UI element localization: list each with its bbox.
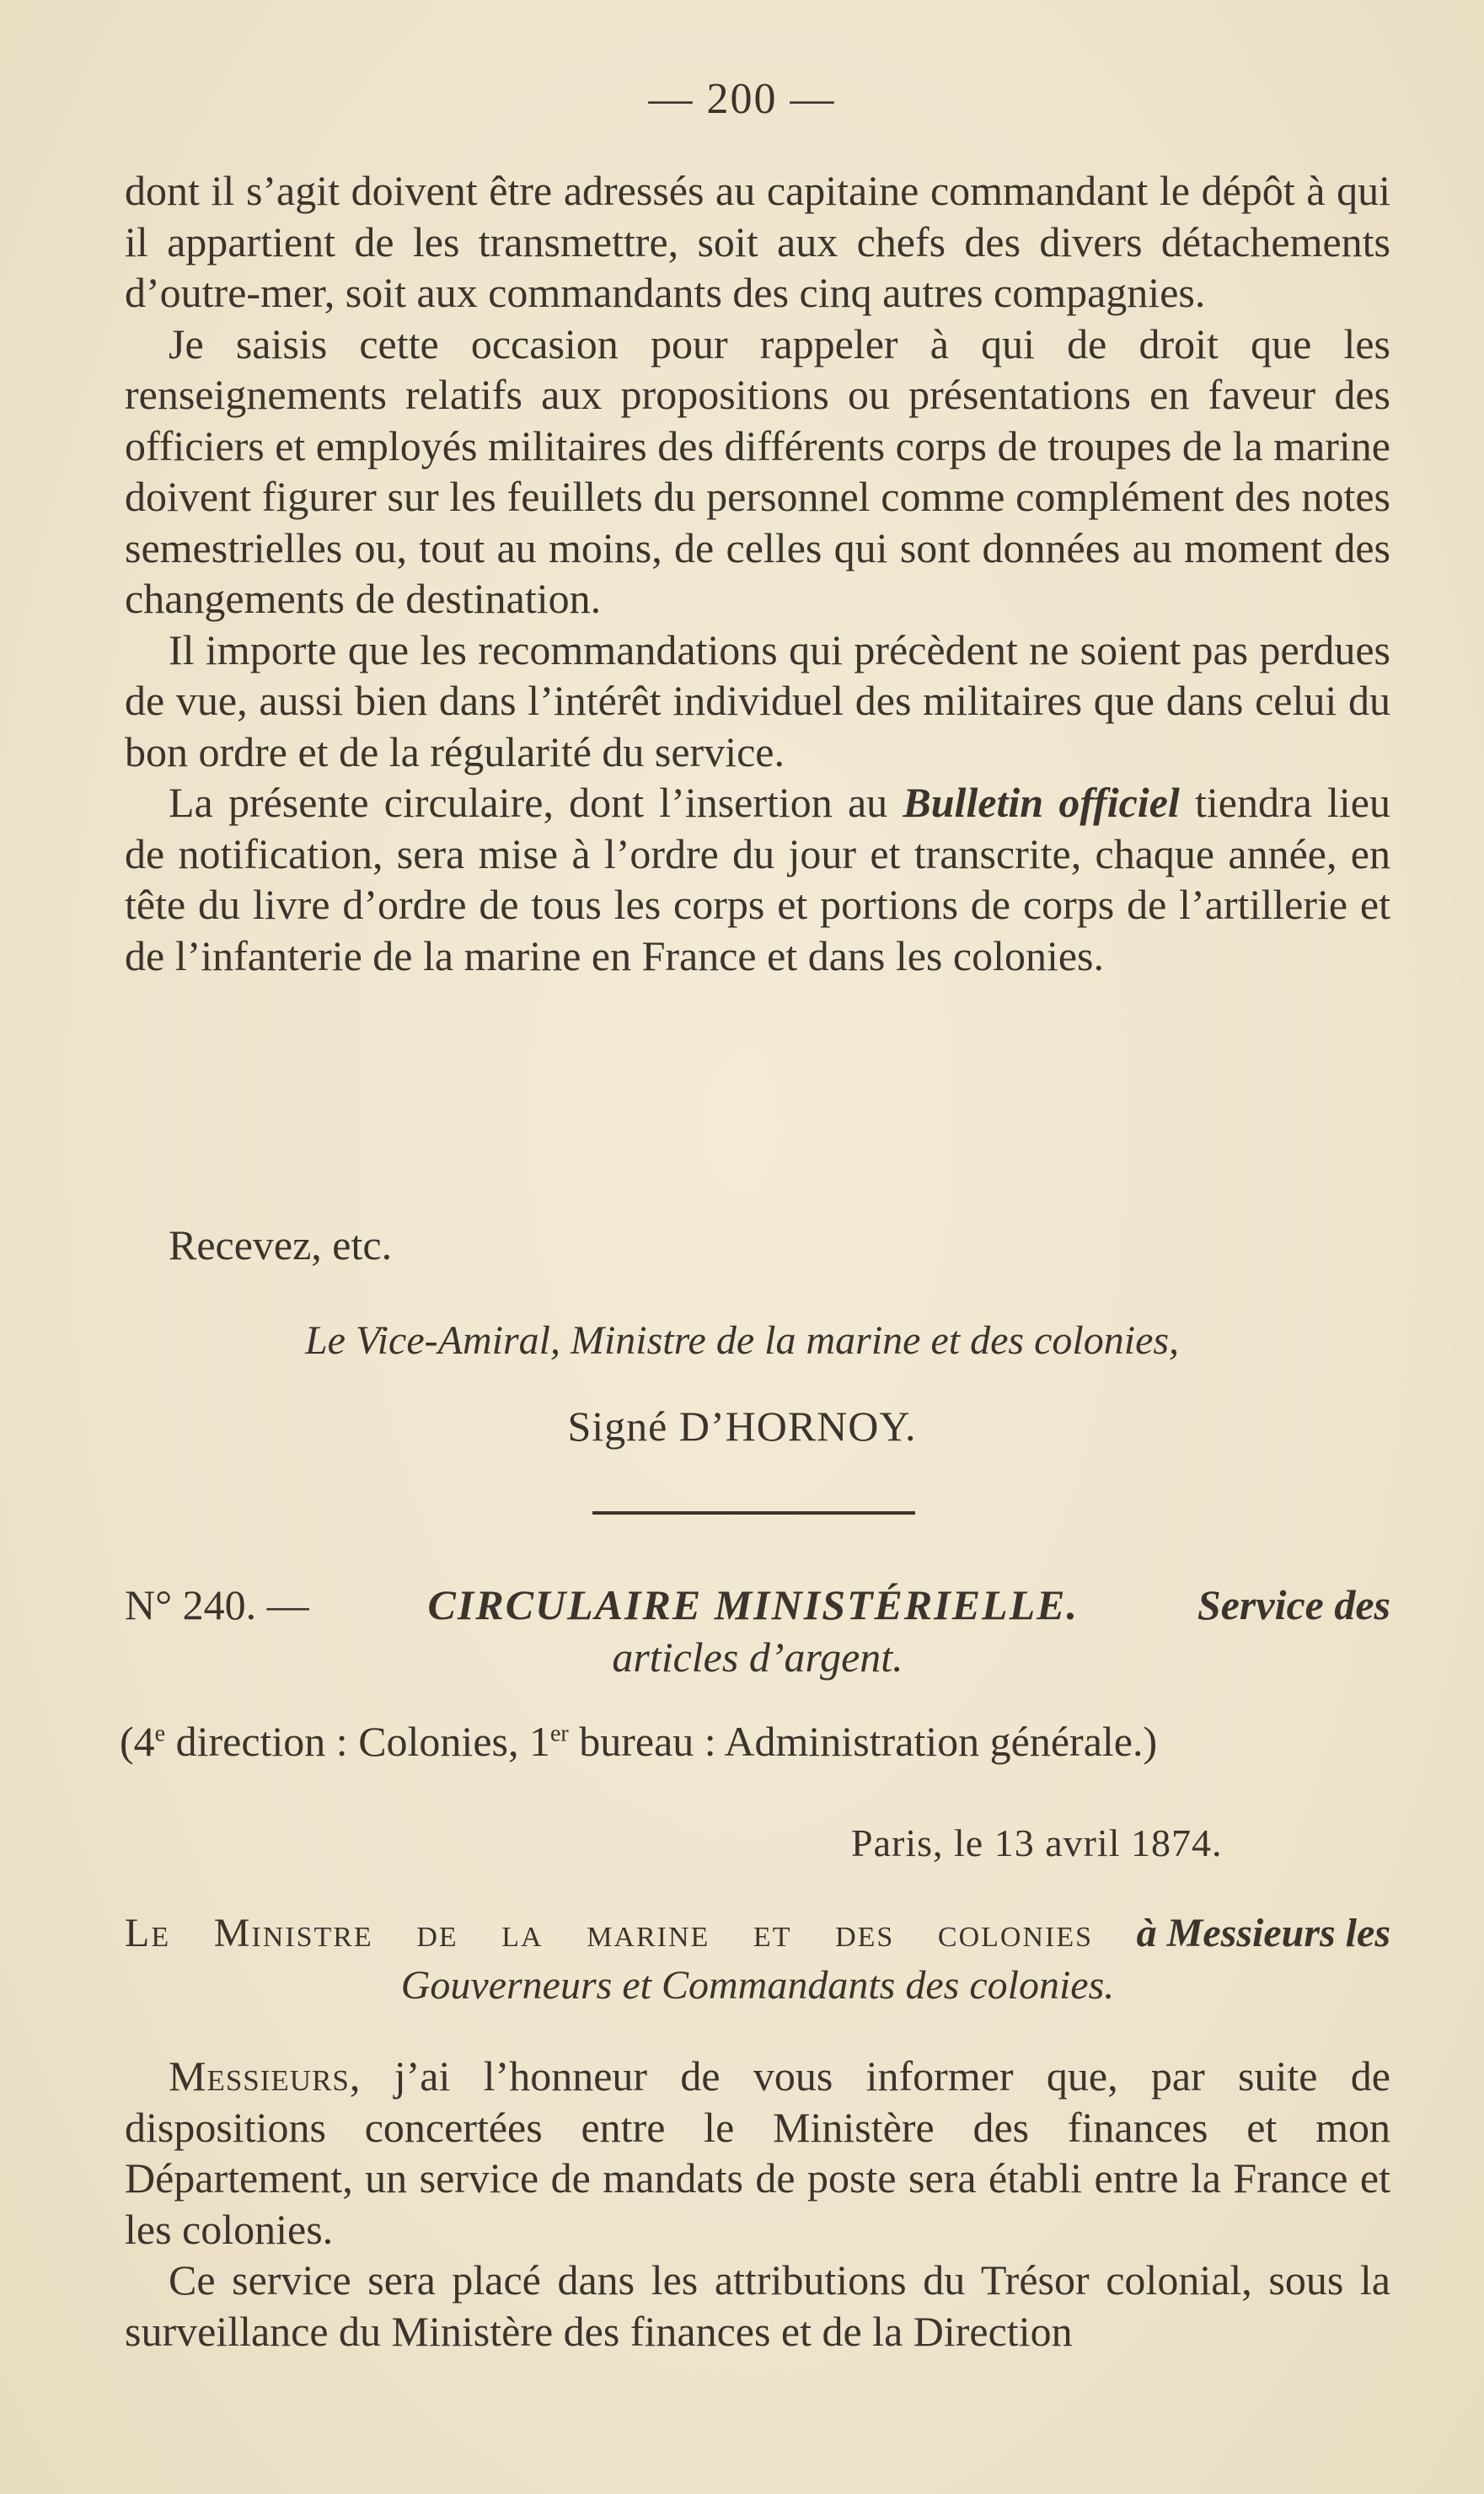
direction-text	[120, 1717, 1157, 1766]
address-word: marine	[587, 1911, 710, 1955]
address-word: colonies	[937, 1911, 1094, 1955]
text: j’ai l’honneur de vous informer que, par suite de dispositions concertées entre le Ministère des finances et mon Département, un service de mandats de poste sera établi entre la France et les colonies.	[125, 2052, 1390, 2253]
circular-body	[125, 2051, 1390, 2357]
superscript: e	[154, 1720, 166, 1747]
salutation: Messieurs,	[169, 2052, 362, 2100]
address-word: Ministre	[213, 1911, 373, 1955]
paragraph	[125, 2051, 1390, 2255]
address-recipient-continued: Gouverneurs et Commandants des colonies.	[400, 1963, 1115, 2008]
paragraph: Je saisis cette occasion pour rappeler à qui de droit que les renseignements relatifs aux propositions ou présentations en faveur des officiers et employés militaires des différents corps de troupes de la marine doivent figurer sur les feuillets du personnel comme complément des notes semestrielles ou, tout au moins, de celles qui sont données au moment des changements de destination.	[125, 319, 1390, 622]
superscript: er	[549, 1720, 569, 1747]
address-block	[125, 1907, 1390, 2012]
direction-line	[120, 1717, 1392, 1766]
paragraph: Il importe que les recommandations qui précèdent ne soient pas perdues de vue, aussi bien dans l’intérêt individuel des militaires que dans celui du bon ordre et de la régularité du service.	[125, 625, 1390, 775]
paragraph: dont il s’agit doivent être adressés au capitaine commandant le dépôt à qui il appartient de les transmettre, soit aux chefs des divers détachements d’outre-mer, soit aux commandants des cinq autres compagnies.	[125, 167, 1390, 316]
circular-heading	[125, 1579, 1390, 1683]
text: La présente circulaire, dont l’insertion au	[169, 779, 903, 826]
address-word: la	[501, 1911, 544, 1955]
circular-title: CIRCULAIRE MINISTÉRIELLE.	[427, 1581, 1079, 1628]
address-word: des	[835, 1911, 895, 1955]
address-word: et	[753, 1911, 792, 1955]
signatory-name: Signé D’HORNOY.	[567, 1403, 917, 1450]
address-recipient: à Messieurs les	[1136, 1911, 1390, 1955]
closing-formula: Recevez, etc.	[169, 1221, 393, 1268]
signatory-title: Le Vice-Amiral, Ministre de la marine et des colonies,	[304, 1318, 1180, 1363]
circular-subject-continued: articles d’argent.	[612, 1633, 903, 1681]
circular-number: N° 240. —	[125, 1581, 309, 1628]
previous-circular-continuation	[125, 165, 1390, 981]
notification-paragraph	[125, 777, 1390, 981]
text: direction : Colonies, 1	[165, 1718, 550, 1765]
address-word: de	[416, 1911, 458, 1955]
paragraph: Ce service sera placé dans les attributions du Trésor colonial, sous la surveillance du Ministère des finances et de la Direction	[125, 2256, 1390, 2355]
text: bureau : Administration générale.)	[568, 1718, 1158, 1765]
date-line: Paris, le 13 avril 1874.	[851, 1821, 1223, 1864]
section-divider	[592, 1511, 915, 1515]
bulletin-reference: Bulletin officiel	[903, 779, 1180, 826]
text: tiendra lieu de notification, sera mise à l’ordre du jour et transcrite, chaque année, en tête du livre d’ordre de tous les corps et portions de corps de l’artillerie et de l’infanterie de la marine en France et dans les colonies.	[125, 779, 1390, 979]
page-number: — 200 —	[648, 75, 836, 123]
address-word: Le	[125, 1911, 171, 1955]
text: (4	[120, 1718, 155, 1765]
circular-subject: Service des	[1197, 1581, 1390, 1628]
